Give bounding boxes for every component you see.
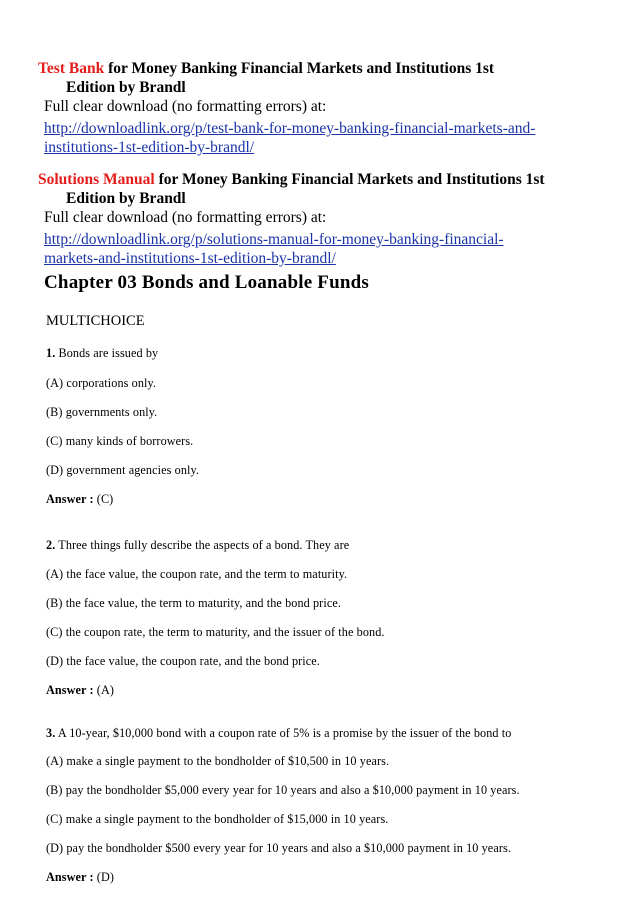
question-2-text: Three things fully describe the aspects of a bond. They are bbox=[55, 538, 350, 552]
question-2-answer-label: Answer : bbox=[46, 683, 94, 697]
solutions-manual-link-line2[interactable]: markets-and-institutions-1st-edition-by-brandl/ bbox=[44, 250, 336, 267]
question-1-option-d: (D) government agencies only. bbox=[46, 463, 200, 477]
question-1-option-c: (C) many kinds of borrowers. bbox=[46, 434, 194, 448]
solutions-manual-title-line2: Edition by Brandl bbox=[66, 190, 186, 207]
solutions-manual-download-text: Full clear download (no formatting errors) at: bbox=[44, 209, 327, 226]
section-label: MULTICHOICE bbox=[46, 313, 145, 329]
test-bank-title-line2: Edition by Brandl bbox=[66, 79, 186, 96]
question-2-answer bbox=[46, 683, 114, 698]
question-3-number: 3. bbox=[46, 726, 56, 740]
test-bank-link-line2[interactable]: institutions-1st-edition-by-brandl/ bbox=[44, 139, 255, 156]
test-bank-label: Test Bank bbox=[38, 60, 105, 77]
test-bank-title: for Money Banking Financial Markets and Institutions 1st bbox=[104, 60, 495, 77]
question-2-option-c: (C) the coupon rate, the term to maturity, and the issuer of the bond. bbox=[46, 625, 385, 639]
test-bank-download-text: Full clear download (no formatting errors) at: bbox=[44, 98, 327, 115]
question-1-answer-value: (C) bbox=[93, 492, 114, 506]
question-2-answer-value: (A) bbox=[93, 683, 115, 697]
question-2 bbox=[46, 538, 349, 553]
question-2-number: 2. bbox=[46, 538, 56, 552]
test-bank-heading bbox=[38, 60, 494, 78]
question-3-option-a: (A) make a single payment to the bondholder of $10,500 in 10 years. bbox=[46, 754, 390, 768]
question-2-option-b: (B) the face value, the term to maturity, and the bond price. bbox=[46, 596, 341, 610]
chapter-title: Chapter 03 Bonds and Loanable Funds bbox=[44, 272, 370, 293]
question-3-answer-label: Answer : bbox=[46, 870, 94, 884]
question-1-answer bbox=[46, 492, 113, 507]
question-3-option-b: (B) pay the bondholder $5,000 every year for 10 years and also a $10,000 payment in 10 years. bbox=[46, 783, 520, 797]
question-3-answer-value: (D) bbox=[93, 870, 115, 884]
question-1-option-b: (B) governments only. bbox=[46, 405, 158, 419]
question-1-answer-label: Answer : bbox=[46, 492, 94, 506]
test-bank-link-line1[interactable]: http://downloadlink.org/p/test-bank-for-money-banking-financial-markets-and- bbox=[44, 120, 536, 137]
question-3 bbox=[46, 726, 511, 741]
question-1 bbox=[46, 346, 158, 361]
question-1-number: 1. bbox=[46, 346, 56, 360]
question-3-option-d: (D) pay the bondholder $500 every year for 10 years and also a $10,000 payment in 10 years. bbox=[46, 841, 511, 855]
question-3-answer bbox=[46, 870, 114, 885]
solutions-manual-heading bbox=[38, 171, 545, 189]
solutions-manual-link-line1[interactable]: http://downloadlink.org/p/solutions-manual-for-money-banking-financial- bbox=[44, 231, 504, 248]
question-2-option-a: (A) the face value, the coupon rate, and the term to maturity. bbox=[46, 567, 348, 581]
question-1-option-a: (A) corporations only. bbox=[46, 376, 157, 390]
question-1-text: Bonds are issued by bbox=[55, 346, 159, 360]
question-3-option-c: (C) make a single payment to the bondholder of $15,000 in 10 years. bbox=[46, 812, 389, 826]
solutions-manual-label: Solutions Manual bbox=[38, 171, 155, 188]
solutions-manual-title: for Money Banking Financial Markets and Institutions 1st bbox=[154, 171, 545, 188]
question-2-option-d: (D) the face value, the coupon rate, and the bond price. bbox=[46, 654, 320, 668]
question-3-text: A 10-year, $10,000 bond with a coupon rate of 5% is a promise by the issuer of the bond to bbox=[55, 726, 512, 740]
